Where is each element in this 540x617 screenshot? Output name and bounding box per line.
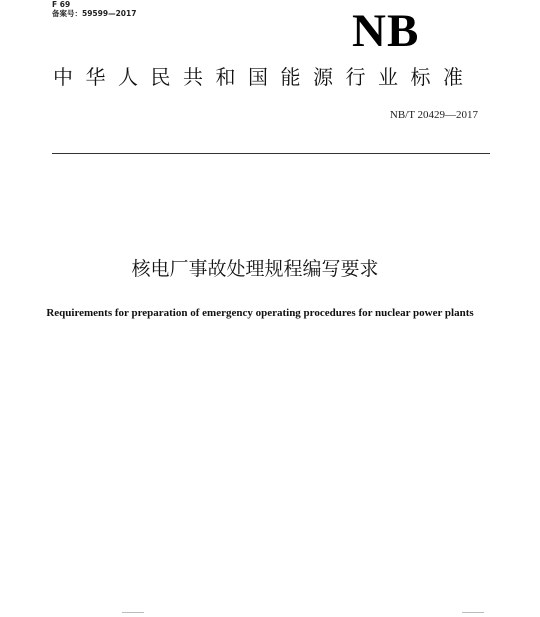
standard-type-title: 中华人民共和国能源行业标准 xyxy=(53,65,476,89)
classification-code: F 69 xyxy=(52,0,71,9)
bottom-mark-left xyxy=(122,612,144,613)
record-number: 备案号：59599—2017 xyxy=(52,9,137,18)
bottom-mark-right xyxy=(462,612,484,613)
header-divider xyxy=(52,153,490,154)
nb-logo: NB xyxy=(352,5,420,57)
document-title-english: Requirements for preparation of emergency operating procedures for nuclear power plants xyxy=(46,307,474,319)
document-title-chinese: 核电厂事故处理规程编写要求 xyxy=(131,258,379,280)
bottom-edge-marks xyxy=(0,608,540,617)
classification-block xyxy=(52,0,136,18)
standard-number: NB/T 20429—2017 xyxy=(389,109,478,121)
